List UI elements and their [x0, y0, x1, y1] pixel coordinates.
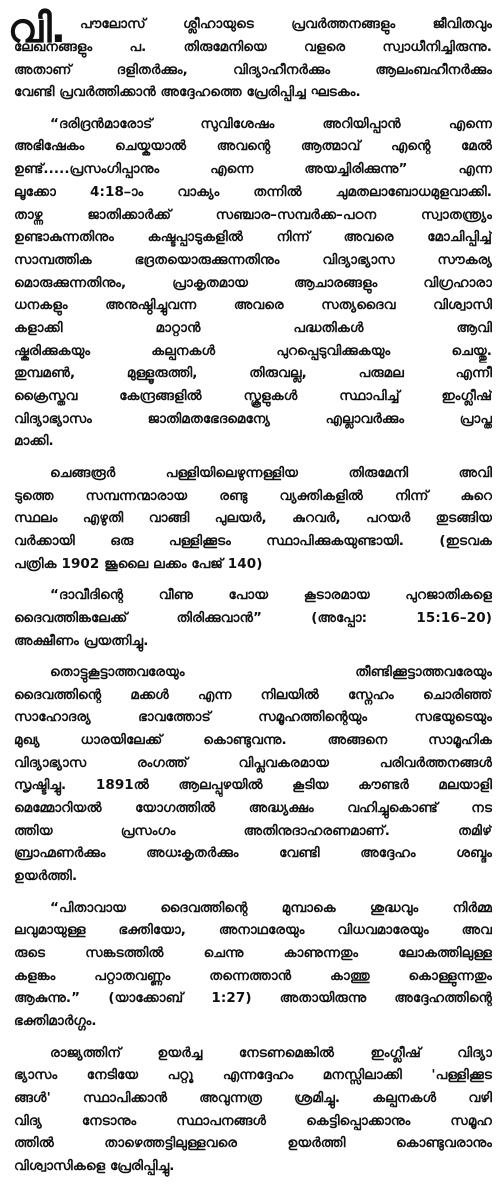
text-line: അതാണ് ദളിതർക്കും, വിദ്യാഹീനർക്കും ആലംബഹീനർക്കും: [14, 62, 492, 78]
text-line: ലൂക്കോ 4:18–ാം വാക്യം തന്നിൽ ചുമതലാബോധമുളവാക്കി.: [14, 184, 492, 200]
text-line: സ്ഥലം എഴുതി വാങ്ങി പുലയർ, കുറവർ, പറയർ തുടങ്ങിയ: [14, 510, 492, 526]
text-line: “പിതാവായ ദൈവത്തിന്റെ മുമ്പാകെ ശുദ്ധവും നിർമ്മ: [50, 900, 492, 916]
text-line: ടുത്തെ സമ്പന്നന്മാരായ രണ്ടു വ്യക്തികളിൽ നിന്ന് കുറെ: [14, 488, 492, 504]
text-line: വർക്കായി ഒരു പള്ളിക്കൂടം സ്ഥാപിക്കുകയുണ്ടായി. (ഇടവക: [14, 533, 492, 549]
text-line: ലേഖനങ്ങളും പ. തിരുമേനിയെ വളരെ സ്വാധീനിച്ചിരുന്നു.: [14, 39, 492, 55]
text-line: ധനകളും അനുഷ്ഠിച്ചുവന്ന അവരെ സത്യദൈവ വിശ്വാസി: [14, 297, 492, 313]
text-line: കളങ്കം പറ്റാതവണ്ണം തന്നെത്താൻ കാത്തു കൊള്ളുന്നതും: [14, 968, 492, 984]
text-line: മാക്കി.: [14, 433, 54, 449]
text-line: ക്രൈസ്തവ കേന്ദ്രങ്ങളിൽ സ്കൂളുകൾ സ്ഥാപിച്ച് ഇംഗ്ലീഷ്: [14, 388, 492, 404]
text-line: മെമ്മോറിയൽ യോഗത്തിൽ അദ്ധ്യക്ഷം വഹിച്ചുകൊണ്ട് നട: [14, 800, 492, 816]
text-line: രുടെ സങ്കടത്തിൽ ചെന്നു കാണുന്നതും ലോകത്തിലുള്ള: [14, 945, 492, 961]
section-heading: വി.: [8, 6, 65, 52]
text-line: ആകുന്നു.” (യാക്കോബ് 1:27) അതായിരുന്നു അദ്ദേഹത്തിന്റെ: [14, 990, 492, 1006]
text-line: വിദ്യ നേടാനും സ്ഥാപനങ്ങൾ കെട്ടിപ്പൊക്കാനും സമൂഹ: [14, 1113, 492, 1129]
text-line: തുമ്പമൺ, മുള്ളൂരുത്തി, തിരുവല്ല, പരുമല എന്നീ: [14, 365, 492, 381]
text-line: ഉണ്ടാകുന്നതിനും കഷ്ടപ്പാടുകളിൽ നിന്ന് അവരെ മോചിപ്പിച്ച്: [14, 229, 492, 245]
text-line: രാജ്യത്തിന് ഉയർച്ച നേടണമെങ്കിൽ ഇംഗ്ലീഷ് വിദ്യാ: [50, 1045, 492, 1061]
text-line: “ദാവീദിന്റെ വീണു പോയ കൂടാരമായ പുറജാതികളെ: [50, 587, 492, 603]
text-line: ഉയർത്തി.: [14, 868, 78, 884]
text-line: ഷ്കരിക്കുകയും കല്പനകൾ പുറപ്പെടുവിക്കുകയും ചെയ്തു.: [14, 343, 492, 359]
text-line: കളാക്കി മാറ്റാൻ പദ്ധതികൾ ആവി: [14, 320, 492, 336]
text-line: അക്ഷീണം പ്രയത്നിച്ചു.: [14, 633, 149, 649]
text-line: പത്രിക 1902 ജൂലൈ ലക്കം പേജ് 140): [14, 556, 263, 572]
text-line: സാഹോദര്യ ഭാവത്തോട് സമൂഹത്തിന്റെയും സഭയുടെയും: [14, 709, 492, 725]
text-line: അഭിഷേകം ചെയ്കയാൽ അവന്റെ ആത്മാവ് എന്റെ മേൽ: [14, 138, 492, 154]
text-line: ഭക്തിമാർഗ്ഗം.: [14, 1013, 97, 1029]
text-line: ങ്ങൾ' സ്ഥാപിക്കാൻ അവുന്നത്ര ശ്രമിച്ചു. കല്പനകൾ വഴി: [14, 1090, 492, 1106]
text-line: മൊരുക്കുന്നതിനും, പ്രാകൃതമായ ആചാരങ്ങളും വിഗ്രഹാരാ: [14, 275, 492, 291]
text-line: താഴ്ന്ന ജാതിക്കാർക്ക് സഞ്ചാര–സമ്പർക്ക–പഠന സ്വാതന്ത്ര്യം: [14, 207, 492, 223]
text-line: ദൈവത്തിങ്കലേക്ക് തിരിക്കുവാൻ” (അപ്പോ: 15:16–20): [14, 610, 492, 626]
text-line: സാമ്പത്തിക ഭദ്രതയൊരുക്കുന്നതിനും വിദ്യാഭ്യാസ സൗകര്യ: [14, 252, 492, 268]
text-line: വിദ്യാഭ്യാസം ജാതിമതഭേദമെന്യേ എല്ലാവർക്കും പ്രാപ്ത: [14, 411, 492, 427]
text-line: പൗലോസ് ശ്ലീഹായുടെ പ്രവർത്തനങ്ങളും ജീവിതവും: [80, 16, 492, 32]
text-line: ചെങ്ങരൂർ പള്ളിയിലെഴുന്നള്ളിയ തിരുമേനി അവി: [50, 465, 492, 481]
text-line: സൃഷ്ടിച്ചു. 1891ൽ ആലപ്പുഴയിൽ കൂടിയ കൗണ്ടർ മലയാളി: [14, 777, 492, 793]
text-line: വേണ്ടി പ്രവർത്തിക്കാൻ അദ്ദേഹത്തെ പ്രേരിപ്പിച്ച ഘടകം.: [14, 84, 361, 100]
text-line: ത്തിൽ താഴെത്തട്ടിലുള്ളവരെ ഉയർത്തി കൊണ്ടുവരാനും: [14, 1135, 492, 1151]
text-line: ലവുമായുള്ള ഭക്തിയോ, അനാഥരേയും വിധവമാരേയും അവ: [14, 922, 492, 938]
text-line: ദൈവത്തിന്റെ മക്കൾ എന്ന നിലയിൽ സ്നേഹം ചൊരിഞ്ഞ്: [14, 687, 492, 703]
text-line: വിദ്യാഭ്യാസ രംഗത്ത് വിപ്ലവകരമായ പരിവർത്തനങ്ങൾ: [14, 755, 492, 771]
text-line: ഉണ്ട്.....പ്രസംഗിപ്പാനും എന്നെ അയച്ചിരിക്കുന്നു” എന്ന: [14, 161, 492, 177]
text-line: വിശ്വാസികളെ പ്രേരിപ്പിച്ചു.: [14, 1158, 175, 1174]
text-line: ത്തിയ പ്രസംഗം അതിനുദാഹരണമാണ്. തമിഴ്: [14, 823, 492, 839]
text-line: ബ്രാഹ്മണർക്കും അധഃകൃതർക്കും വേണ്ടി അദ്ദേഹം ശബ്ദം: [14, 845, 492, 861]
text-line: “ദരിദ്രൻമാരോട് സുവിശേഷം അറിയിപ്പാൻ എന്നെ: [50, 116, 492, 132]
text-line: മുഖ്യ ധാരയിലേക്ക് കൊണ്ടുവന്നു. അങ്ങനെ സാമൂഹിക: [14, 732, 492, 748]
text-line: ഭ്യാസം നേടിയേ പറ്റൂ എന്നദ്ദേഹം മനസ്സിലാക്കി 'പള്ളിക്കൂട: [14, 1067, 492, 1083]
text-line: തൊട്ടുകൂട്ടാത്തവരേയും തീണ്ടിക്കൂട്ടാത്തവരേയും: [50, 664, 492, 680]
